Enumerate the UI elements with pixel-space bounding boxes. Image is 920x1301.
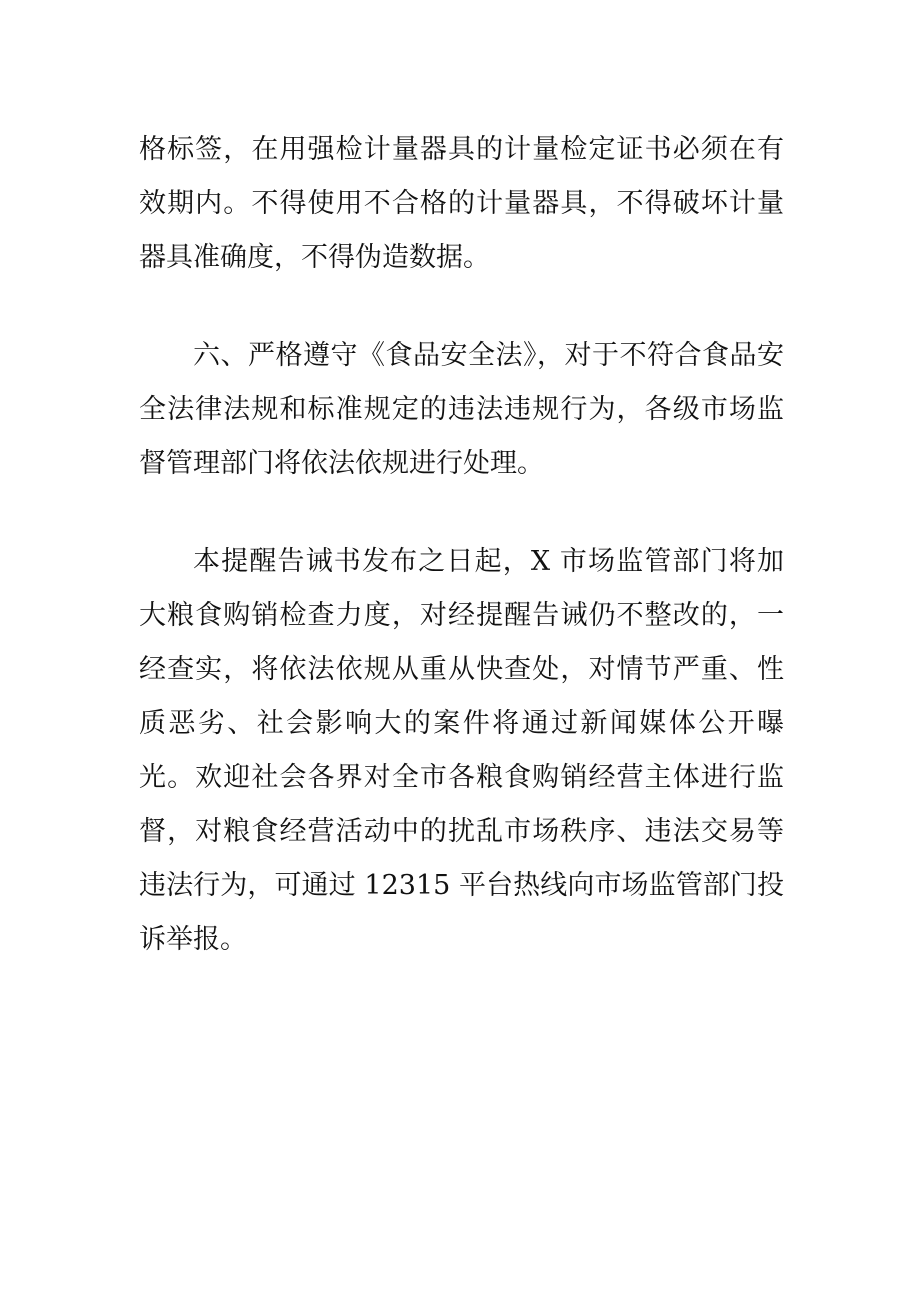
document-body: [139, 123, 784, 967]
paragraph-continued: 格标签，在用强检计量器具的计量检定证书必须在有效期内。不得使用不合格的计量器具，不得破坏计量器具准确度，不得伪造数据。: [139, 134, 784, 273]
paragraph-item-six: 六、严格遵守《食品安全法》，对于不符合食品安全法律法规和标准规定的违法违规行为，各级市场监督管理部门将依法依规进行处理。: [139, 340, 784, 479]
paragraph-notice: 本提醒告诫书发布之日起，X 市场监管部门将加大粮食购销检查力度，对经提醒告诫仍不整改的，一经查实，将依法依规从重从快查处，对情节严重、性质恶劣、社会影响大的案件将通过新闻媒体公开曝光。欢迎社会各界对全市各粮食购销经营主体进行监督，对粮食经营活动中的扰乱市场秩序、违法交易等违法行为，可通过 12315 平台热线向市场监管部门投诉举报。: [139, 546, 784, 955]
